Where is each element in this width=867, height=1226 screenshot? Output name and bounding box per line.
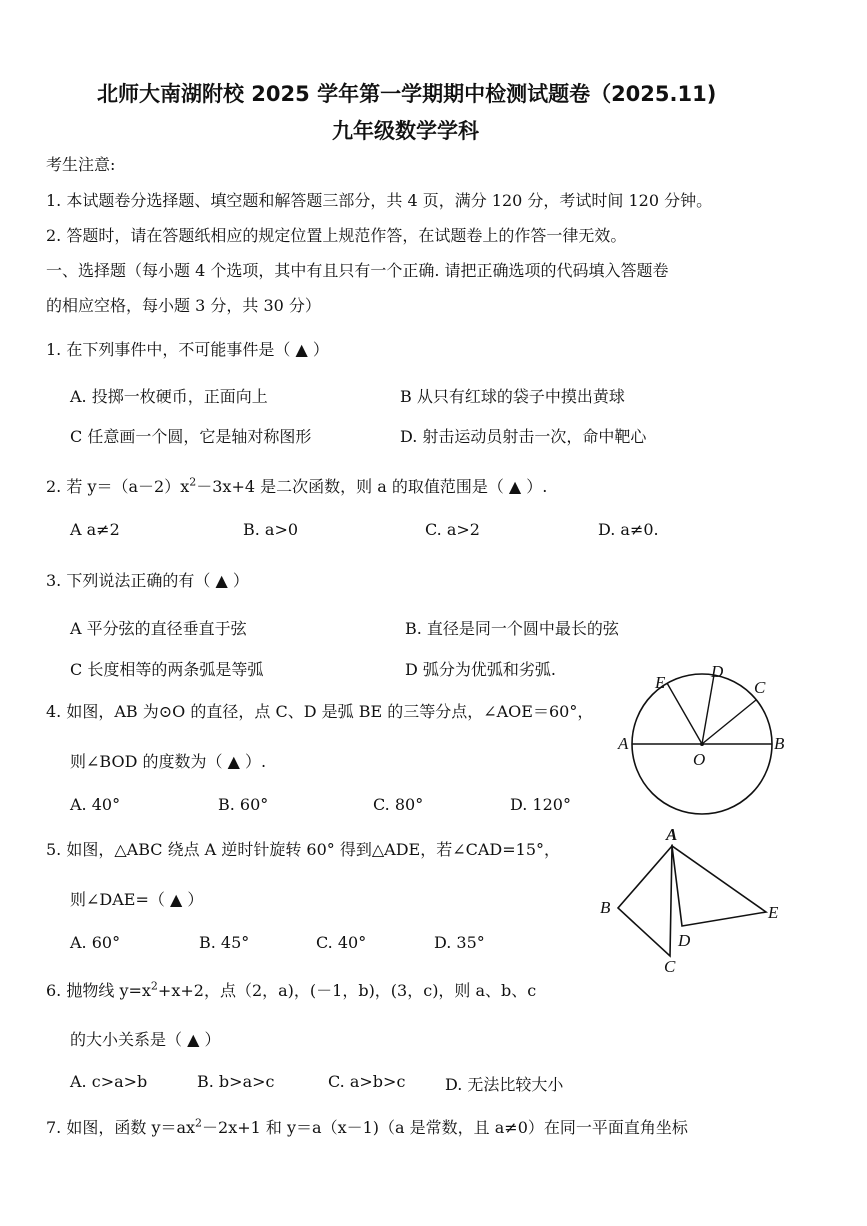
question-5-option-b: B. 45° (199, 933, 250, 952)
label-e: E (768, 903, 779, 922)
question-7-exponent: 2 (195, 1116, 203, 1130)
notice-heading: 考生注意: (46, 155, 116, 174)
label-o: O (693, 750, 706, 769)
label-c: C (664, 957, 676, 976)
question-3-option-c: C 长度相等的两条弧是等弧 (70, 660, 264, 679)
page-subtitle: 九年级数学学科 (332, 119, 479, 143)
label-a: A (618, 734, 629, 753)
page-title: 北师大南湖附校 2025 学年第一学期期中检测试题卷（2025.11) (97, 82, 717, 106)
question-6-stem-post: +x+2，点（2，a)，(－1，b)，(3，c)，则 a、b、c (157, 981, 537, 1000)
question-3-option-d: D 弧分为优弧和劣弧. (405, 660, 557, 679)
label-c: C (754, 678, 766, 697)
question-5-option-a: A. 60° (70, 933, 121, 952)
question-4-circle-figure (612, 656, 792, 826)
label-a: A (666, 825, 678, 844)
question-2-option-a: A a≠2 (70, 520, 120, 539)
question-3-option-b: B. 直径是同一个圆中最长的弦 (405, 619, 619, 638)
question-7-stem (46, 1115, 688, 1138)
notice-line-1: 1. 本试题卷分选择题、填空题和解答题三部分，共 4 页，满分 120 分，考试时间 120 分钟。 (46, 191, 713, 210)
question-6-exponent: 2 (150, 979, 158, 993)
notice-line-2: 2. 答题时，请在答题纸相应的规定位置上规范作答，在试题卷上的作答一律无效。 (46, 226, 627, 245)
question-1-option-b: B 从只有红球的袋子中摸出黄球 (400, 387, 625, 406)
question-6-stem-2: 的大小关系是（ ▲ ） (70, 1030, 221, 1049)
label-d: D (678, 931, 691, 950)
question-2-stem-pre: 2. 若 y＝（a－2）x (46, 477, 190, 496)
question-1-stem: 1. 在下列事件中，不可能事件是（ ▲ ） (46, 340, 329, 359)
question-4-stem-2: 则∠BOD 的度数为（ ▲ ）. (70, 752, 267, 771)
question-6-stem (46, 978, 536, 1001)
question-5-triangle-figure (596, 824, 792, 980)
question-3-stem: 3. 下列说法正确的有（ ▲ ） (46, 571, 249, 590)
question-7-stem-post: －2x+1 和 y＝a（x－1)（a 是常数，且 a≠0）在同一平面直角坐标 (202, 1118, 688, 1137)
section-heading-line-1: 一、选择题（每小题 4 个选项，其中有且只有一个正确. 请把正确选项的代码填入答题卷 (46, 261, 669, 280)
question-1-option-a: A. 投掷一枚硬币，正面向上 (70, 387, 268, 406)
radius-oe (667, 683, 702, 744)
radius-od (702, 675, 714, 744)
question-5-stem: 5. 如图，△ABC 绕点 A 逆时针旋转 60° 得到△ADE，若∠CAD=15°， (46, 840, 561, 859)
question-2-option-b: B. a>0 (243, 520, 299, 539)
question-7-stem-pre: 7. 如图，函数 y＝ax (46, 1118, 196, 1137)
question-4-option-c: C. 80° (373, 795, 424, 814)
question-2-exponent: 2 (189, 475, 197, 489)
question-6-stem-pre: 6. 抛物线 y=x (46, 981, 151, 1000)
question-1-option-c: C 任意画一个圆，它是轴对称图形 (70, 427, 312, 446)
question-5-stem-2: 则∠DAE=（ ▲ ） (70, 890, 204, 909)
question-5-option-d: D. 35° (434, 933, 485, 952)
question-2-option-d: D. a≠0. (598, 520, 659, 539)
question-6-option-a: A. c>a>b (70, 1072, 148, 1091)
question-4-option-b: B. 60° (218, 795, 269, 814)
label-b: B (600, 898, 611, 917)
center-point-o (700, 742, 704, 746)
question-4-option-a: A. 40° (70, 795, 121, 814)
triangle-ade (672, 846, 766, 926)
question-1-option-d: D. 射击运动员射击一次，命中靶心 (400, 427, 647, 446)
question-6-option-b: B. b>a>c (197, 1072, 275, 1091)
question-2-option-c: C. a>2 (425, 520, 480, 539)
question-2-stem (46, 474, 547, 497)
question-2-stem-post: －3x+4 是二次函数，则 a 的取值范围是（ ▲ ）. (196, 477, 548, 496)
label-d: D (711, 662, 724, 681)
triangle-abc (618, 846, 672, 956)
question-5-option-c: C. 40° (316, 933, 367, 952)
question-4-option-d: D. 120° (510, 795, 571, 814)
question-6-option-c: C. a>b>c (328, 1072, 406, 1091)
radius-oc (702, 700, 756, 744)
label-b: B (774, 734, 785, 753)
question-6-option-d: D. 无法比较大小 (445, 1075, 564, 1094)
question-3-option-a: A 平分弦的直径垂直于弦 (70, 619, 247, 638)
section-heading-line-2: 的相应空格，每小题 3 分，共 30 分） (46, 296, 321, 315)
label-e: E (655, 673, 666, 692)
question-4-stem: 4. 如图，AB 为⊙O 的直径，点 C、D 是弧 BE 的三等分点，∠AOE＝60°， (46, 702, 594, 721)
